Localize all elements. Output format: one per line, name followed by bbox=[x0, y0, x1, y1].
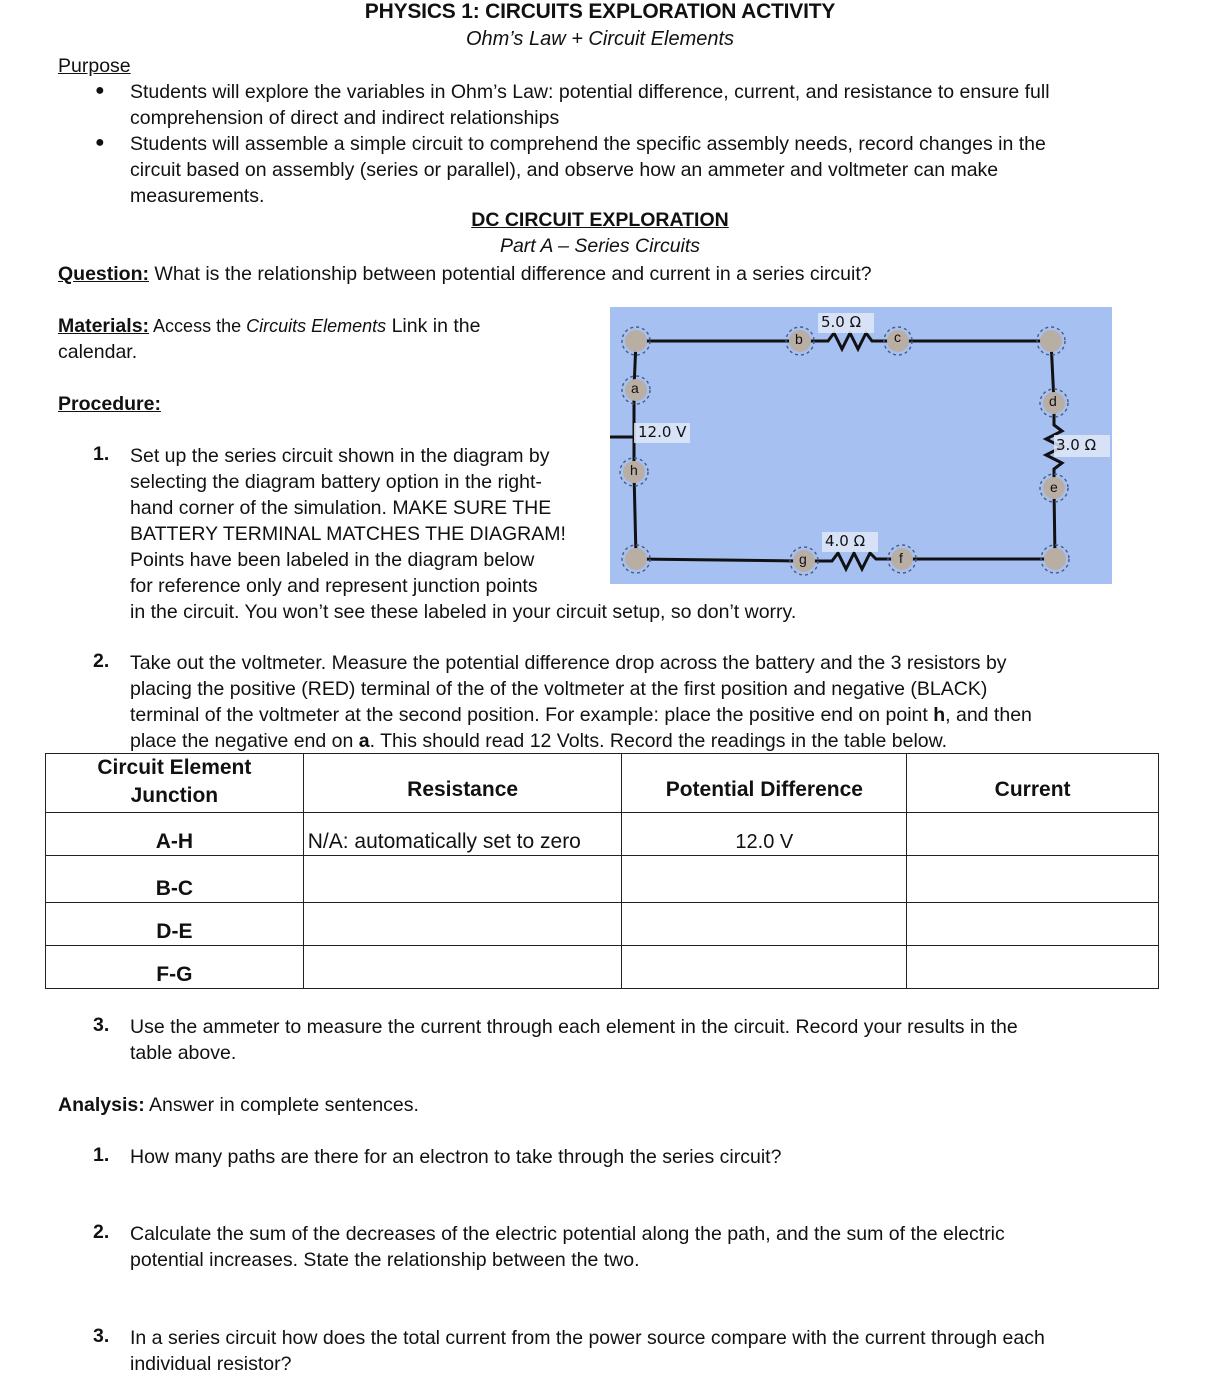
resistor-top-label: 5.0 Ω bbox=[821, 313, 862, 331]
question-number: 1. bbox=[93, 1144, 110, 1166]
step-number: 1. bbox=[93, 443, 110, 465]
resistance-cell[interactable] bbox=[303, 903, 622, 946]
table-row bbox=[46, 813, 1159, 856]
node-a-label: a bbox=[631, 380, 639, 396]
table-row bbox=[46, 903, 1159, 946]
potential-cell[interactable] bbox=[622, 903, 907, 946]
materials-line-2: calendar. bbox=[58, 341, 138, 363]
step-2-line-4-text: . This should read 12 Volts. Record the readings in the table below. bbox=[369, 730, 948, 752]
analysis-heading bbox=[58, 1092, 419, 1118]
step-1-line: selecting the diagram battery option in the right- bbox=[130, 471, 542, 493]
bullet-icon: ● bbox=[95, 82, 105, 99]
corner-node bbox=[622, 545, 650, 573]
step-2-line-3-text: , and then bbox=[945, 704, 1032, 726]
circuits-elements-link[interactable]: Circuits Elements bbox=[246, 316, 387, 336]
purpose-bullet-1-line-1: Students will explore the variables in Ohm’s Law: potential difference, current, and resistance to ensure full bbox=[130, 81, 1050, 103]
table-row bbox=[46, 946, 1159, 989]
current-cell[interactable] bbox=[907, 903, 1159, 946]
header-junction: Circuit Element Junction bbox=[46, 754, 304, 813]
junction-cell: B-C bbox=[46, 856, 304, 903]
step-2-line-2: placing the positive (RED) terminal of the of the voltmeter at the first position and negative (BLACK) bbox=[130, 678, 988, 700]
step-3-line-1: Use the ammeter to measure the current through each element in the circuit. Record your results in the bbox=[130, 1016, 1018, 1038]
purpose-bullet-2-line-2: circuit based on assembly (series or parallel), and observe how an ammeter and voltmeter can make bbox=[130, 159, 999, 181]
resistor-right-label: 3.0 Ω bbox=[1056, 436, 1097, 454]
junction-cell: A-H bbox=[46, 813, 304, 856]
analysis-question-3-line-1: In a series circuit how does the total current from the power source compare with the current through each bbox=[130, 1327, 1045, 1349]
step-2-line-3-text: terminal of the voltmeter at the second position. For example: place the positive end on point bbox=[130, 704, 934, 726]
step-number: 2. bbox=[93, 650, 110, 672]
step-number: 3. bbox=[93, 1014, 110, 1036]
node-b-label: b bbox=[795, 331, 803, 347]
potential-cell[interactable] bbox=[622, 946, 907, 989]
analysis-question-2-line-1: Calculate the sum of the decreases of the electric potential along the path, and the sum of the electric bbox=[130, 1223, 1005, 1245]
potential-cell[interactable] bbox=[622, 856, 907, 903]
document-subtitle: Ohm’s Law + Circuit Elements bbox=[465, 28, 735, 50]
resistance-cell[interactable] bbox=[303, 856, 622, 903]
resistance-cell[interactable]: N/A: automatically set to zero bbox=[303, 813, 622, 856]
point-h: h bbox=[933, 704, 946, 726]
node-e-label: e bbox=[1050, 479, 1058, 495]
potential-cell[interactable]: 12.0 V bbox=[622, 813, 907, 856]
purpose-bullet-2-line-1: Students will assemble a simple circuit to comprehend the specific assembly needs, record changes in the bbox=[130, 133, 1046, 155]
table-row bbox=[46, 856, 1159, 903]
step-2-line-4 bbox=[130, 728, 1032, 754]
header-current: Current bbox=[907, 754, 1159, 813]
section-heading: DC CIRCUIT EXPLORATION bbox=[471, 209, 729, 231]
resistance-cell[interactable] bbox=[303, 946, 622, 989]
question-label: Question: bbox=[58, 263, 149, 285]
purpose-heading: Purpose bbox=[58, 55, 131, 77]
battery-label: 12.0 V bbox=[638, 423, 687, 441]
header-resistance: Resistance bbox=[303, 754, 622, 813]
junction-cell: D-E bbox=[46, 903, 304, 946]
node-f-label: f bbox=[899, 550, 903, 566]
corner-node bbox=[622, 327, 650, 355]
bullet-icon: ● bbox=[95, 134, 105, 151]
step-1-line: BATTERY TERMINAL MATCHES THE DIAGRAM! bbox=[130, 523, 566, 545]
series-circuit-diagram bbox=[610, 307, 1112, 584]
question-text: What is the relationship between potential difference and current in a series circuit? bbox=[149, 263, 872, 285]
step-1-line: hand corner of the simulation. MAKE SURE THE bbox=[130, 497, 552, 519]
header-potential-difference: Potential Difference bbox=[622, 754, 907, 813]
step-1-line: in the circuit. You won’t see these labeled in your circuit setup, so don’t worry. bbox=[130, 601, 797, 623]
question-number: 3. bbox=[93, 1325, 110, 1347]
current-cell[interactable] bbox=[907, 813, 1159, 856]
current-cell[interactable] bbox=[907, 856, 1159, 903]
step-2-line-1: Take out the voltmeter. Measure the potential difference drop across the battery and the 3 resistors by bbox=[130, 652, 1007, 674]
step-2-line-3 bbox=[130, 702, 1032, 728]
step-1-line: for reference only and represent junction points bbox=[130, 575, 538, 597]
corner-node bbox=[1041, 545, 1069, 573]
question-number: 2. bbox=[93, 1221, 110, 1243]
section-subheading: Part A – Series Circuits bbox=[499, 235, 701, 257]
purpose-bullet-1-line-2: comprehension of direct and indirect relationships bbox=[130, 107, 560, 129]
question bbox=[58, 261, 872, 287]
corner-node bbox=[1037, 327, 1065, 355]
step-3-line-2: table above. bbox=[130, 1042, 237, 1064]
analysis-text: Answer in complete sentences. bbox=[144, 1094, 419, 1116]
point-a: a bbox=[358, 730, 370, 752]
materials-text-after: Link in the bbox=[386, 315, 481, 337]
analysis-question-3-line-2: individual resistor? bbox=[130, 1353, 292, 1375]
materials bbox=[58, 313, 480, 365]
node-d-label: d bbox=[1049, 393, 1057, 409]
materials-label: Materials: bbox=[58, 315, 150, 337]
step-1-line: Set up the series circuit shown in the diagram by bbox=[130, 445, 550, 467]
document-title: PHYSICS 1: CIRCUITS EXPLORATION ACTIVITY bbox=[364, 0, 836, 23]
measurements-table bbox=[45, 753, 1159, 989]
table-header-row bbox=[46, 754, 1159, 813]
node-g-label: g bbox=[799, 551, 807, 567]
node-h-label: h bbox=[630, 462, 638, 478]
materials-text-before: Access the bbox=[149, 316, 247, 336]
node-c-label: c bbox=[894, 329, 901, 345]
step-2-line-4-text: place the negative end on bbox=[130, 730, 359, 752]
purpose-bullet-2-line-3: measurements. bbox=[130, 185, 265, 207]
analysis-label: Analysis: bbox=[58, 1094, 145, 1116]
analysis-question-1-text: How many paths are there for an electron to take through the series circuit? bbox=[130, 1146, 782, 1168]
step-1-line: Points have been labeled in the diagram below bbox=[130, 549, 535, 571]
resistor-bottom-label: 4.0 Ω bbox=[825, 532, 866, 550]
analysis-question-2-line-2: potential increases. State the relationship between the two. bbox=[130, 1249, 640, 1271]
current-cell[interactable] bbox=[907, 946, 1159, 989]
procedure-heading: Procedure: bbox=[58, 393, 161, 415]
junction-cell: F-G bbox=[46, 946, 304, 989]
